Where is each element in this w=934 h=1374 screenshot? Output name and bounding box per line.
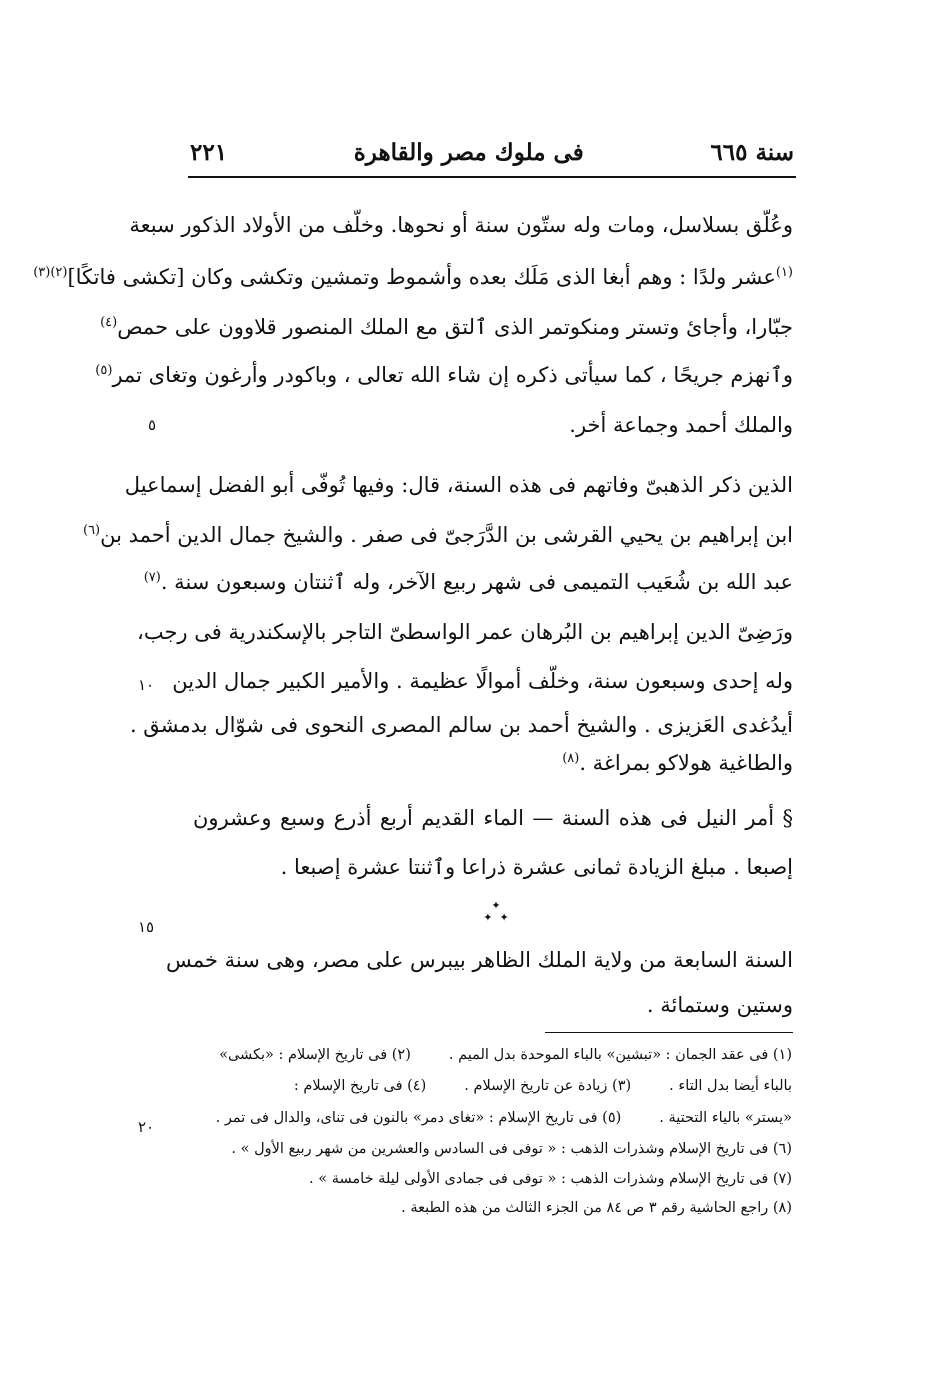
margin-line-number: ١٠	[138, 676, 155, 694]
footnote-rule	[545, 1032, 793, 1033]
footnote-line: «يستر» بالياء التحتية .(٥) فى تاريخ الإسلام : «تغاى دمر» بالنون فى تناى، والدال فى تمر .	[215, 1110, 792, 1126]
margin-line-number: ١٥	[138, 918, 155, 936]
body-line: وستين وستمائة .	[646, 993, 793, 1017]
body-line: ابن إبراهيم بن يحيي القرشى بن الدَّرَجىّ فى صفر . والشيخ جمال الدين أحمد بن$^{(٦)}$	[82, 523, 793, 547]
body-line: ورَضِىّ الدين إبراهيم بن البُرهان عمر الواسطىّ التاجر بالإسكندرية فى رجب،	[137, 620, 793, 644]
footnote-ref: (١)	[775, 265, 793, 280]
margin-line-number: ٥	[148, 416, 157, 434]
header-rule	[188, 176, 796, 178]
body-line: جبّارا، وأجاىٔ وتستر ومنكوتمر الذى ٱلتق مع الملك المنصور قلاوون على حمص$^{(٤)}$	[100, 315, 793, 339]
footnote-ref: (٤)	[100, 315, 118, 330]
footnote-ref: (٨)	[562, 751, 580, 766]
header-year: سنة ٦٦٥	[710, 138, 794, 166]
footnote-line: (٦) فى تاريخ الإسلام وشذرات الذهب : « توفى فى السادس والعشرين من شهر ربيع الأول » .	[231, 1141, 792, 1157]
page-number: ٢٢١	[190, 138, 228, 166]
body-line: والملك أحمد وجماعة أخر.	[569, 413, 793, 437]
body-line: عبد الله بن شُعَيب التميمى فى شهر ربيع الآخر، وله ٱثنتان وسبعون سنة .$^{(٧)}$	[143, 570, 793, 594]
body-line: وله إحدى وسبعون سنة، وخلّف أموالًا عظيمة . والأمير الكبير جمال الدين	[172, 669, 793, 693]
body-line: $^{(١)}$عشر ولدًا : وهم أبغا الذى مَلَك بعده وأشموط وتمشين وتكشى وكان [تكشى فاتكًا]$^{(٢)(٣)}$	[33, 265, 793, 289]
body-line: إصبعا . مبلغ الزيادة ثمانى عشرة ذراعا وٱثنتا عشرة إصبعا .	[280, 855, 793, 879]
footnote-ref: (٢)	[50, 265, 68, 280]
running-header	[190, 130, 794, 174]
body-line: السنة السابعة من ولاية الملك الظاهر بيبرس على مصر، وهى سنة خمس	[166, 948, 793, 972]
footnote-line: (١) فى عقد الجمان : «تبشين» بالباء الموحدة بدل الميم .(٢) فى تاريخ الإسلام : «بكشى»	[219, 1047, 792, 1063]
body-line: أيدُغدى العَزيزى . والشيخ أحمد بن سالم المصرى النحوى فى شوّال بدمشق .	[129, 713, 793, 737]
body-line: وٱنهزم جريحًا ، كما سيأتى ذكره إن شاء الله تعالى ، وباكودر وأرغون وتغاى تمر$^{(٥)}$	[95, 363, 793, 387]
body-line: والطاغية هولاكو بمراغة .$^{(٨)}$	[562, 751, 793, 775]
footnote-ref: (٦)	[82, 523, 101, 538]
footnote-line: (٨) راجع الحاشية رقم ٣ ص ٨٤ من الجزء الثالث من هذه الطبعة .	[401, 1200, 792, 1216]
body-line: § أمر النيل فى هذه السنة — الماء القديم أربع أذرع وسبع وعشرون	[193, 806, 793, 830]
footnote-ref: (٥)	[95, 363, 113, 378]
footnote-line: (٧) فى تاريخ الإسلام وشذرات الذهب : « توفى فى جمادى الأولى ليلة خامسة » .	[309, 1171, 792, 1187]
body-line: وعُلّق بسلاسل، ومات وله ستّون سنة أو نحوها. وخلّف من الأولاد الذكور سبعة	[129, 213, 793, 237]
footnote-ref: (٧)	[143, 570, 161, 585]
header-title: فى ملوك مصر والقاهرة	[353, 138, 584, 166]
margin-line-number: ٢٠	[138, 1118, 155, 1136]
section-ornament: ✦ ✦ ✦	[483, 899, 509, 924]
body-line: الذين ذكر الذهبىّ وفاتهم فى هذه السنة، قال: وفيها تُوفّى أبو الفضل إسماعيل	[124, 473, 793, 497]
footnote-ref: (٣)	[33, 265, 51, 280]
footnote-line: بالباء أيضا بدل التاء .(٣) زيادة عن تاريخ الإسلام .(٤) فى تاريخ الإسلام :	[293, 1078, 792, 1094]
